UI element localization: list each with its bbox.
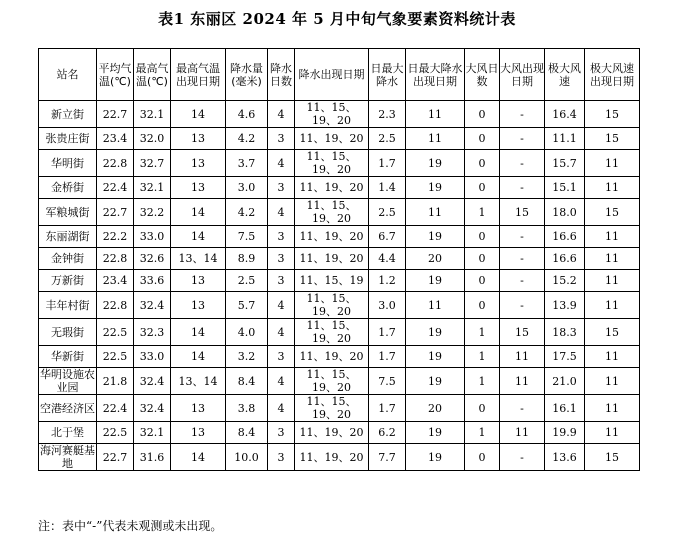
cell-max-gust-date: 15 — [585, 444, 640, 471]
cell-max-temp-date: 14 — [171, 346, 226, 368]
cell-max-gust-date: 11 — [585, 422, 640, 444]
cell-gale-dates: - — [500, 101, 545, 128]
cell-precip: 4.6 — [226, 101, 268, 128]
cell-avg-temp: 21.8 — [97, 368, 134, 395]
cell-precip-dates: 11、19、20 — [295, 226, 369, 248]
cell-precip-dates: 11、19、20 — [295, 346, 369, 368]
cell-daily-max-precip-date: 11 — [406, 101, 465, 128]
cell-precip: 4.2 — [226, 199, 268, 226]
cell-max-temp-date: 13 — [171, 270, 226, 292]
cell-gale-dates: - — [500, 150, 545, 177]
cell-max-temp-date: 13 — [171, 150, 226, 177]
cell-max-temp-date: 14 — [171, 444, 226, 471]
cell-avg-temp: 22.5 — [97, 346, 134, 368]
col-header-max-temp: 最高气温(℃) — [134, 49, 171, 101]
cell-precip-days: 3 — [268, 226, 295, 248]
cell-max-gust-date: 15 — [585, 128, 640, 150]
cell-avg-temp: 22.5 — [97, 422, 134, 444]
cell-precip-dates: 11、19、20 — [295, 444, 369, 471]
cell-gale-dates: 15 — [500, 319, 545, 346]
cell-station: 北于堡 — [39, 422, 97, 444]
cell-daily-max-precip-date: 11 — [406, 199, 465, 226]
cell-daily-max-precip-date: 19 — [406, 368, 465, 395]
cell-gale-dates: 11 — [500, 346, 545, 368]
cell-avg-temp: 22.4 — [97, 395, 134, 422]
cell-max-temp: 32.1 — [134, 422, 171, 444]
table-row — [39, 150, 640, 177]
cell-max-temp-date: 13 — [171, 422, 226, 444]
cell-daily-max-precip-date: 19 — [406, 177, 465, 199]
cell-max-gust-date: 11 — [585, 395, 640, 422]
cell-station: 金桥街 — [39, 177, 97, 199]
cell-station: 新立街 — [39, 101, 97, 128]
cell-max-temp: 32.4 — [134, 292, 171, 319]
cell-daily-max-precip: 1.7 — [369, 150, 406, 177]
cell-gale-days: 0 — [465, 292, 500, 319]
cell-precip: 3.8 — [226, 395, 268, 422]
table-row — [39, 395, 640, 422]
cell-daily-max-precip: 1.7 — [369, 395, 406, 422]
cell-max-temp: 32.1 — [134, 177, 171, 199]
cell-gale-days: 0 — [465, 101, 500, 128]
table-row — [39, 177, 640, 199]
cell-max-temp: 33.6 — [134, 270, 171, 292]
cell-daily-max-precip: 2.5 — [369, 199, 406, 226]
cell-max-gust: 11.1 — [545, 128, 585, 150]
cell-avg-temp: 22.8 — [97, 292, 134, 319]
cell-precip-dates: 11、15、19、20 — [295, 368, 369, 395]
cell-max-gust: 21.0 — [545, 368, 585, 395]
cell-max-gust: 15.2 — [545, 270, 585, 292]
cell-station: 东丽湖街 — [39, 226, 97, 248]
cell-precip: 8.4 — [226, 368, 268, 395]
cell-precip-dates: 11、15、19、20 — [295, 101, 369, 128]
cell-max-temp: 32.4 — [134, 395, 171, 422]
cell-precip: 3.2 — [226, 346, 268, 368]
cell-max-gust: 18.0 — [545, 199, 585, 226]
cell-avg-temp: 23.4 — [97, 128, 134, 150]
cell-daily-max-precip: 1.2 — [369, 270, 406, 292]
cell-daily-max-precip: 6.7 — [369, 226, 406, 248]
cell-station: 丰年村街 — [39, 292, 97, 319]
cell-max-gust-date: 11 — [585, 248, 640, 270]
cell-precip: 3.0 — [226, 177, 268, 199]
cell-daily-max-precip: 3.0 — [369, 292, 406, 319]
cell-max-gust-date: 15 — [585, 101, 640, 128]
cell-max-temp: 33.0 — [134, 346, 171, 368]
cell-precip-days: 4 — [268, 150, 295, 177]
cell-precip-days: 3 — [268, 422, 295, 444]
col-header-avg-temp: 平均气温(℃) — [97, 49, 134, 101]
cell-max-temp-date: 14 — [171, 319, 226, 346]
cell-daily-max-precip-date: 20 — [406, 395, 465, 422]
table-row — [39, 444, 640, 471]
cell-gale-days: 1 — [465, 368, 500, 395]
cell-avg-temp: 22.4 — [97, 177, 134, 199]
cell-avg-temp: 22.7 — [97, 199, 134, 226]
cell-gale-days: 0 — [465, 177, 500, 199]
cell-gale-dates: 11 — [500, 368, 545, 395]
cell-gale-days: 0 — [465, 395, 500, 422]
cell-station: 金钟街 — [39, 248, 97, 270]
cell-station: 华明街 — [39, 150, 97, 177]
cell-daily-max-precip: 1.7 — [369, 346, 406, 368]
col-header-precip-dates: 降水出现日期 — [295, 49, 369, 101]
cell-precip-dates: 11、19、20 — [295, 177, 369, 199]
cell-precip: 8.4 — [226, 422, 268, 444]
cell-max-gust: 16.1 — [545, 395, 585, 422]
cell-gale-days: 1 — [465, 319, 500, 346]
cell-max-temp: 32.7 — [134, 150, 171, 177]
cell-daily-max-precip-date: 19 — [406, 319, 465, 346]
table-footnote: 注：表中“-”代表未观测或未出现。 — [38, 519, 223, 533]
cell-gale-dates: - — [500, 395, 545, 422]
cell-gale-days: 1 — [465, 199, 500, 226]
table-row — [39, 422, 640, 444]
cell-avg-temp: 22.8 — [97, 150, 134, 177]
col-header-precip-days: 降水日数 — [268, 49, 295, 101]
cell-gale-dates: - — [500, 248, 545, 270]
cell-max-gust: 16.6 — [545, 226, 585, 248]
cell-gale-dates: - — [500, 177, 545, 199]
cell-gale-dates: - — [500, 226, 545, 248]
cell-precip-days: 4 — [268, 395, 295, 422]
cell-max-gust: 19.9 — [545, 422, 585, 444]
cell-max-temp-date: 14 — [171, 199, 226, 226]
cell-gale-days: 1 — [465, 346, 500, 368]
cell-gale-days: 0 — [465, 270, 500, 292]
cell-max-gust-date: 11 — [585, 292, 640, 319]
cell-gale-dates: 15 — [500, 199, 545, 226]
cell-precip-days: 3 — [268, 346, 295, 368]
cell-gale-days: 0 — [465, 128, 500, 150]
cell-max-temp: 32.3 — [134, 319, 171, 346]
cell-precip-dates: 11、15、19、20 — [295, 319, 369, 346]
cell-daily-max-precip-date: 19 — [406, 346, 465, 368]
cell-daily-max-precip: 1.7 — [369, 319, 406, 346]
cell-precip-dates: 11、15、19、20 — [295, 292, 369, 319]
cell-max-gust: 15.1 — [545, 177, 585, 199]
cell-precip: 3.7 — [226, 150, 268, 177]
cell-daily-max-precip-date: 19 — [406, 270, 465, 292]
cell-daily-max-precip-date: 19 — [406, 444, 465, 471]
col-header-precip: 降水量(毫米) — [226, 49, 268, 101]
cell-max-temp: 32.6 — [134, 248, 171, 270]
cell-precip-dates: 11、19、20 — [295, 248, 369, 270]
cell-max-gust-date: 15 — [585, 319, 640, 346]
col-header-daily-max-precip-date: 日最大降水出现日期 — [406, 49, 465, 101]
cell-precip-days: 3 — [268, 444, 295, 471]
cell-avg-temp: 22.8 — [97, 248, 134, 270]
table-row — [39, 346, 640, 368]
cell-gale-dates: - — [500, 270, 545, 292]
cell-max-temp: 32.1 — [134, 101, 171, 128]
cell-max-gust-date: 11 — [585, 368, 640, 395]
cell-max-gust: 13.6 — [545, 444, 585, 471]
cell-max-temp-date: 13、14 — [171, 248, 226, 270]
cell-max-gust-date: 15 — [585, 199, 640, 226]
cell-precip-days: 4 — [268, 319, 295, 346]
cell-precip: 7.5 — [226, 226, 268, 248]
cell-max-gust: 13.9 — [545, 292, 585, 319]
cell-max-temp: 31.6 — [134, 444, 171, 471]
cell-precip-dates: 11、15、19、20 — [295, 395, 369, 422]
col-header-station: 站名 — [39, 49, 97, 101]
table-row — [39, 128, 640, 150]
cell-station: 军粮城街 — [39, 199, 97, 226]
cell-station: 无瑕街 — [39, 319, 97, 346]
cell-daily-max-precip-date: 11 — [406, 292, 465, 319]
cell-avg-temp: 22.7 — [97, 444, 134, 471]
cell-precip-days: 3 — [268, 270, 295, 292]
cell-station: 华明设施农业园 — [40, 368, 95, 394]
col-header-max-temp-date: 最高气温出现日期 — [171, 49, 226, 101]
table-row — [39, 319, 640, 346]
header-row — [39, 49, 640, 101]
cell-max-gust: 15.7 — [545, 150, 585, 177]
cell-max-gust: 17.5 — [545, 346, 585, 368]
cell-station: 张贵庄街 — [39, 128, 97, 150]
cell-precip-days: 4 — [268, 292, 295, 319]
cell-precip: 5.7 — [226, 292, 268, 319]
cell-daily-max-precip: 7.7 — [369, 444, 406, 471]
cell-daily-max-precip-date: 19 — [406, 226, 465, 248]
cell-gale-days: 1 — [465, 422, 500, 444]
cell-precip-dates: 11、15、19、20 — [295, 199, 369, 226]
cell-avg-temp: 22.2 — [97, 226, 134, 248]
cell-max-temp-date: 13 — [171, 177, 226, 199]
cell-precip: 10.0 — [226, 444, 268, 471]
cell-precip-dates: 11、19、20 — [295, 128, 369, 150]
col-header-gale-days: 大风日数 — [465, 49, 500, 101]
cell-daily-max-precip: 6.2 — [369, 422, 406, 444]
cell-daily-max-precip: 7.5 — [369, 368, 406, 395]
cell-max-gust-date: 11 — [585, 177, 640, 199]
cell-max-temp: 32.2 — [134, 199, 171, 226]
cell-precip-dates: 11、15、19 — [295, 270, 369, 292]
cell-daily-max-precip-date: 19 — [406, 150, 465, 177]
col-header-max-gust-date: 极大风速出现日期 — [585, 49, 640, 101]
cell-daily-max-precip-date: 19 — [406, 422, 465, 444]
cell-max-temp: 33.0 — [134, 226, 171, 248]
cell-gale-dates: - — [500, 128, 545, 150]
cell-max-temp-date: 13 — [171, 292, 226, 319]
table-row — [39, 101, 640, 128]
cell-avg-temp: 23.4 — [97, 270, 134, 292]
cell-gale-days: 0 — [465, 444, 500, 471]
cell-station: 华新街 — [39, 346, 97, 368]
cell-station: 万新街 — [39, 270, 97, 292]
cell-max-temp-date: 13 — [171, 128, 226, 150]
cell-max-gust-date: 11 — [585, 226, 640, 248]
cell-precip-days: 3 — [268, 248, 295, 270]
cell-precip-days: 4 — [268, 199, 295, 226]
cell-precip: 4.2 — [226, 128, 268, 150]
cell-daily-max-precip: 2.5 — [369, 128, 406, 150]
cell-precip-days: 4 — [268, 101, 295, 128]
cell-precip: 4.0 — [226, 319, 268, 346]
cell-precip-dates: 11、15、19、20 — [295, 150, 369, 177]
cell-max-temp-date: 13、14 — [171, 368, 226, 395]
cell-station: 空港经济区 — [39, 395, 97, 422]
table-row — [39, 270, 640, 292]
cell-max-temp: 32.0 — [134, 128, 171, 150]
cell-daily-max-precip: 1.4 — [369, 177, 406, 199]
col-header-gale-dates: 大风出现日期 — [500, 49, 545, 101]
cell-max-temp: 32.4 — [134, 368, 171, 395]
cell-precip: 8.9 — [226, 248, 268, 270]
table-row — [39, 368, 640, 395]
cell-max-gust: 16.4 — [545, 101, 585, 128]
cell-precip-dates: 11、19、20 — [295, 422, 369, 444]
table-row — [39, 226, 640, 248]
cell-max-temp-date: 13 — [171, 395, 226, 422]
cell-gale-dates: - — [500, 292, 545, 319]
table-row — [39, 199, 640, 226]
table-row — [39, 292, 640, 319]
cell-gale-days: 0 — [465, 150, 500, 177]
cell-daily-max-precip-date: 20 — [406, 248, 465, 270]
cell-max-gust-date: 11 — [585, 150, 640, 177]
cell-gale-dates: - — [500, 444, 545, 471]
cell-max-gust: 18.3 — [545, 319, 585, 346]
cell-daily-max-precip-date: 11 — [406, 128, 465, 150]
cell-daily-max-precip: 2.3 — [369, 101, 406, 128]
cell-max-temp-date: 14 — [171, 101, 226, 128]
cell-max-gust: 16.6 — [545, 248, 585, 270]
table-row — [39, 248, 640, 270]
cell-precip-days: 4 — [268, 368, 295, 395]
weather-statistics-table — [38, 48, 640, 471]
cell-max-gust-date: 11 — [585, 346, 640, 368]
col-header-daily-max-precip: 日最大降水 — [369, 49, 406, 101]
col-header-max-gust: 极大风速 — [545, 49, 585, 101]
cell-max-temp-date: 14 — [171, 226, 226, 248]
cell-station: 海河赛艇基地 — [40, 444, 95, 470]
cell-gale-dates: 11 — [500, 422, 545, 444]
cell-gale-days: 0 — [465, 226, 500, 248]
cell-gale-days: 0 — [465, 248, 500, 270]
cell-max-gust-date: 11 — [585, 270, 640, 292]
cell-precip-days: 3 — [268, 128, 295, 150]
cell-daily-max-precip: 4.4 — [369, 248, 406, 270]
cell-avg-temp: 22.7 — [97, 101, 134, 128]
cell-precip-days: 3 — [268, 177, 295, 199]
table-title: 表1 东丽区 2024 年 5 月中旬气象要素资料统计表 — [158, 10, 516, 28]
cell-avg-temp: 22.5 — [97, 319, 134, 346]
cell-precip: 2.5 — [226, 270, 268, 292]
